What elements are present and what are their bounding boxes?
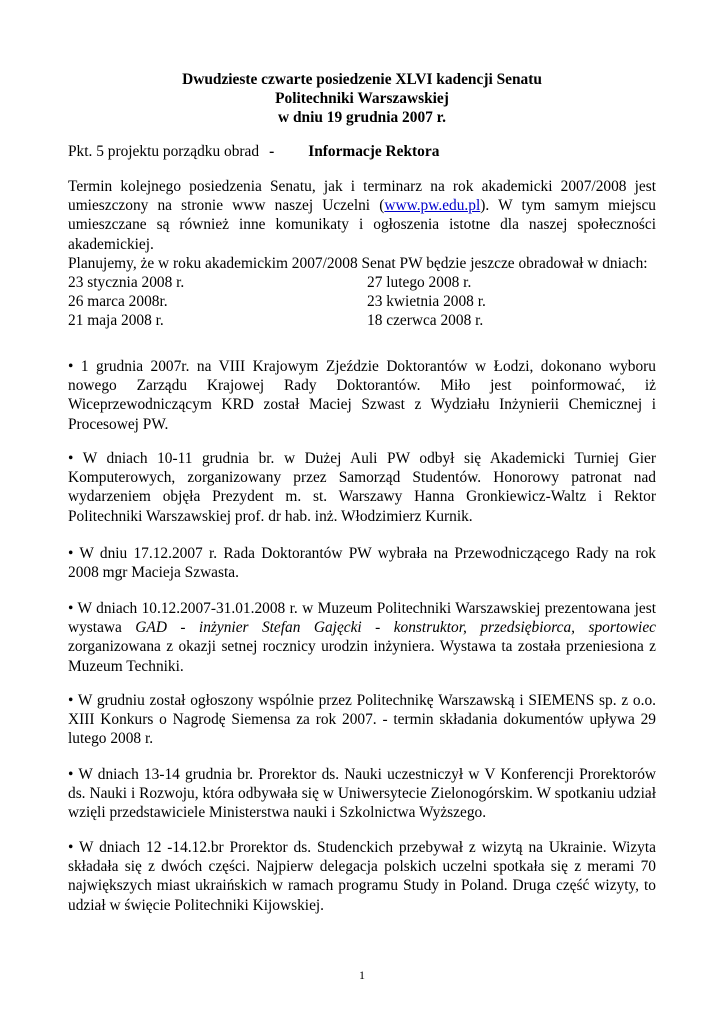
date-item: 27 lutego 2008 r. [367, 274, 472, 292]
date-item: 18 czerwca 2008 r. [367, 312, 484, 330]
page-number: 1 [359, 968, 365, 982]
intro-section [68, 177, 656, 331]
exhibition-title: GAD - inżynier Stefan Gajęcki - konstruktor, przedsiębiorca, sportowiec [135, 619, 656, 637]
bullet-text: W dniu 17.12.2007 r. Rada Doktorantów PW wybrała na Przewodniczącego Rady na rok 2008 mgr Macieja Szwasta. [68, 545, 656, 582]
bullet-item-5 [68, 691, 656, 749]
bullet-symbol: • [68, 545, 74, 562]
bullet-text: W dniach 13-14 grudnia br. Prorektor ds. Nauki uczestniczył w V Konferencji Prorektorów ds. Nauki i Rozwoju, która odbywała się w Uniwersytecie Zielonogórskim. W spotkaniu udział wzięli przedstawiciele Ministerstwa nauki i Szkolnictwa Wyższego. [68, 766, 657, 822]
bullet-text: W dniach 10-11 grudnia br. w Dużej Auli PW odbył się Akademicki Turniej Gier Komputerowych, zorganizowany przez Samorząd Studentów. Honorowy patronat nad wydarzeniem objęła Prezydent m. st. Warszawy Hanna Gronkiewicz-Waltz i Rektor Politechniki Warszawskiej prof. dr hab. inż. Włodzimierz Kurnik. [68, 450, 656, 525]
intro-text-start: Termin kolejnego posiedzenia Senatu, jak i terminarz na rok akademicki 2007/2008 jest umieszczony na stronie www naszej Uczelni ( [68, 178, 656, 215]
bullet-item-7 [68, 838, 656, 915]
intro-text-end: ). W tym samym miejscu umieszczane są również inne komunikaty i ogłoszenia istotne dla naszej społeczności akademickiej. [68, 197, 657, 253]
date-item: 23 stycznia 2008 r. [68, 274, 185, 292]
title-line-1: Dwudzieste czwarte posiedzenie XLVI kadencji Senatu [182, 71, 542, 88]
bullet-text-start: W dniach 10.12.2007-31.01.2008 r. w Muzeum Politechniki Warszawskiej prezentowana jest wystawa [68, 600, 656, 637]
bullet-text: W dniach 12 -14.12.br Prorektor ds. Studenckich przebywał z wizytą na Ukrainie. Wizyta składała się z dwóch części. Najpierw delegacja polskich uczelni spotkała się z merami 70 największych miast ukraińskich w ramach programu Study in Poland. Druga część wizyty, to udział w święcie Politechniki Kijowskiej. [68, 839, 656, 914]
agenda-heading: Informacje Rektora [308, 143, 440, 160]
bullet-item-1 [68, 357, 656, 434]
date-item: 23 kwietnia 2008 r. [367, 293, 486, 311]
bullet-symbol: • [68, 600, 74, 617]
document-page [68, 0, 656, 1024]
bullet-item-3 [68, 544, 656, 582]
bullet-text-end: zorganizowana z okazji setnej rocznicy urodzin inżyniera. Wystawa ta została przeniesiona z Muzeum Techniki. [68, 638, 656, 675]
bullet-item-6 [68, 765, 656, 823]
bullet-item-2 [68, 449, 656, 526]
bullet-item-4 [68, 599, 656, 676]
bullet-symbol: • [68, 692, 74, 709]
date-item: 26 marca 2008r. [68, 293, 168, 311]
bullet-symbol: • [68, 839, 74, 856]
bullet-symbol: • [68, 766, 74, 783]
title-line-2: Politechniki Warszawskiej [275, 90, 449, 107]
agenda-dash: - [269, 143, 275, 160]
bullet-text: W grudniu został ogłoszony wspólnie przez Politechnikę Warszawską i SIEMENS sp. z o.o. XIII Konkurs o Nagrodę Siemensa za rok 2007. - termin składania dokumentów upływa 29 lutego 2008 r. [68, 692, 656, 748]
website-link[interactable]: www.pw.edu.pl [384, 197, 481, 215]
bullet-text: 1 grudnia 2007r. na VIII Krajowym Zjeździe Doktorantów w Łodzi, dokonano wyboru nowego Zarządu Krajowej Rady Doktorantów. Miło jest poinformować, iż Wiceprzewodniczącym KRD został Maciej Szwast z Wydziału Inżynierii Chemicznej i Procesowej PW. [68, 358, 656, 433]
date-item: 21 maja 2008 r. [68, 312, 164, 330]
bullet-symbol: • [68, 358, 74, 375]
document-title [68, 70, 656, 127]
title-line-3: w dniu 19 grudnia 2007 r. [278, 109, 446, 126]
agenda-line [68, 142, 656, 161]
session-dates [68, 273, 656, 331]
intro-paragraph [68, 177, 656, 254]
plans-paragraph: Planujemy, że w roku akademickim 2007/2008 Senat PW będzie jeszcze obradował w dniach: [68, 254, 648, 272]
agenda-item: Pkt. 5 projektu porządku obrad [68, 143, 260, 160]
bullet-symbol: • [68, 450, 74, 467]
